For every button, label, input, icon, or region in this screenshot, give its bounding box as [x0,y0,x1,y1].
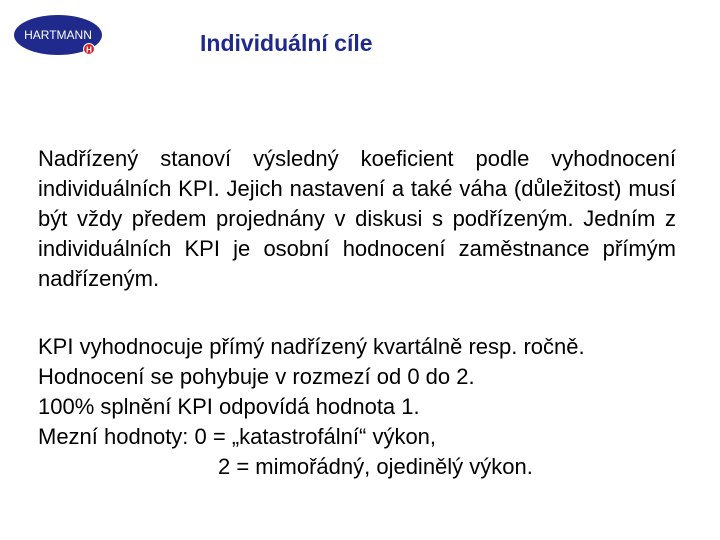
text-line: 2 = mimořádný, ojedinělý výkon. [218,454,533,479]
text-line: 100% splnění KPI odpovídá hodnota 1. [38,394,420,419]
text-line: Hodnocení se pohybuje v rozmezí od 0 do 2. [38,364,475,389]
text-line: Mezní hodnoty: 0 = „katastrofální“ výkon, [38,424,437,449]
hartmann-logo [13,14,107,58]
paragraph-kpi-evaluation [38,332,688,482]
page-title: Individuální cíle [200,30,373,56]
svg-text:H: H [86,45,92,55]
text-line: KPI vyhodnocuje přímý nadřízený kvartálně resp. ročně. [38,334,585,359]
paragraph-kpi-description: Nadřízený stanoví výsledný koeficient podle vyhodnocení individuálních KPI. Jejich nastavení a také váha (důležitost) musí být vždy předem projednány v diskusi s podřízeným. Jedním z individuálních KPI je osobní hodnocení zaměstnance přímým nadřízeným. [38,146,676,291]
svg-text:HARTMANN: HARTMANN [24,28,92,42]
